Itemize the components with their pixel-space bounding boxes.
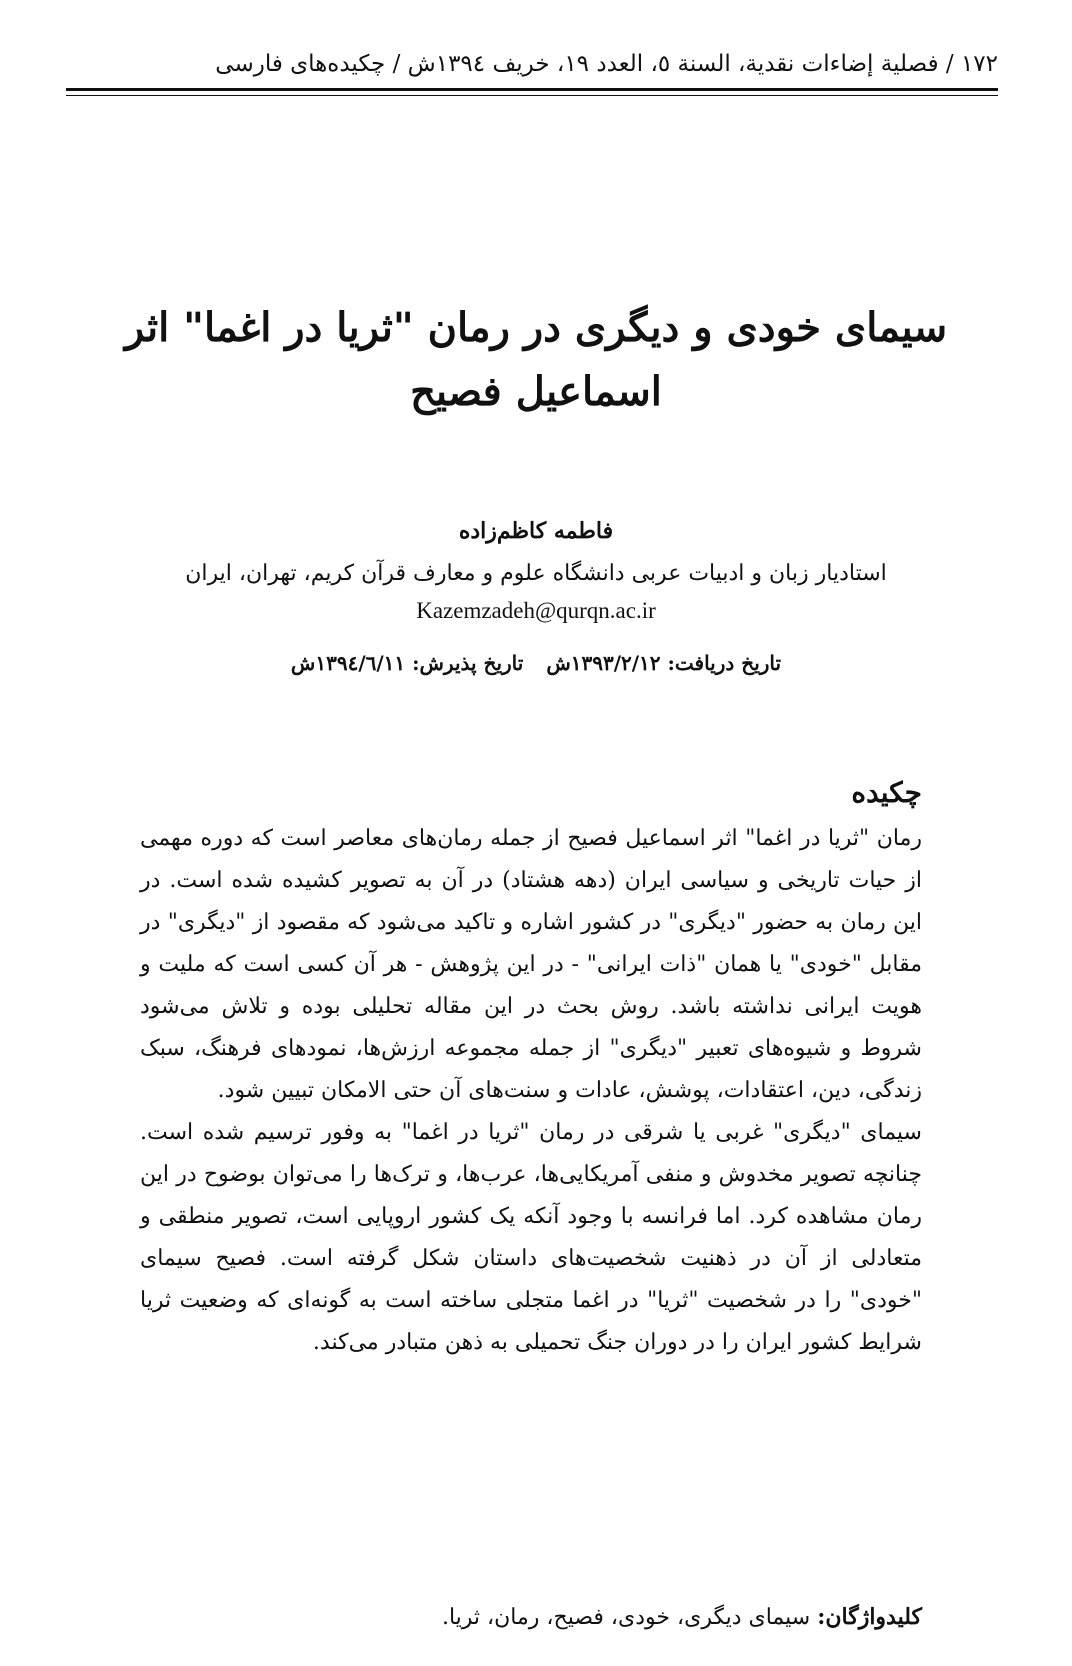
article-title: سیمای خودی و دیگری در رمان "ثریا در اغما" اثر اسماعیل فصیح: [124, 304, 948, 415]
header-rule-thin: [66, 95, 998, 96]
received-date: تاریخ دریافت: ١٣٩٣/٢/١٢ش: [546, 651, 782, 675]
running-header: ١٧٢ / فصلية إضاءات نقدية، السنة ٥، العدد ١٩، خريف ١٣٩٤ش / چكيده‌هاى فارسى: [215, 51, 998, 77]
keywords-list: سیمای دیگری، خودی، فصیح، رمان، ثریا.: [441, 1605, 811, 1630]
abstract-heading: چکیده: [851, 776, 922, 809]
keywords-label: کلیدواژگان:: [817, 1604, 922, 1630]
author-affiliation: استادیار زبان و ادبیات عربی دانشگاه علوم و معارف قرآن کریم، تهران، ایران: [185, 561, 887, 586]
article-dates: [100, 648, 972, 678]
keywords-line: [140, 1600, 922, 1635]
author-name: فاطمه کاظم‌زاده: [458, 518, 614, 544]
accepted-date: تاریخ پذیرش: ١٣٩٤/٦/١١ش: [290, 651, 524, 675]
abstract-paragraph-2: سیمای "دیگری" غربی یا شرقی در رمان "ثریا در اغما" به وفور ترسیم شده است. چنانچه تصویر مخدوش و منفی آمریکایی‌ها، عرب‌ها، و ترک‌ها را می‌توان بوضوح در این رمان مشاهده کرد. اما فرانسه با وجود آنکه یک کشور اروپایی است، تصویر منطقی و متعادلی از آن در ذهنیت شخصیت‌های داستان شکل گرفته است. فصیح سیمای "خودی" را در شخصیت "ثریا" در اغما متجلی ساخته است به گونه‌ای که وضعیت ثریا شرایط کشور ایران را در دوران جنگ تحمیلی به ذهن متبادر می‌کند.: [140, 1120, 922, 1355]
header-rule: [66, 88, 998, 91]
abstract-paragraph-1: رمان "ثریا در اغما" اثر اسماعیل فصیح از جمله رمان‌های معاصر است که دوره مهمی از حیات تاریخی و سیاسی ایران (دهه هشتاد) در آن به تصویر کشیده شده است. در این رمان به حضور "دیگری" در کشور اشاره و تاکید می‌شود که مقصود از "دیگری" در مقابل "خودی" یا همان "ذات ایرانی" - در این پژوهش - هر آن کسی است که ملیت و هویت ایرانی نداشته باشد. روش بحث در این مقاله تحلیلی بوده و تلاش می‌شود شروط و شیوه‌های تعبیر "دیگری" از جمله مجموعه ارزش‌ها، نمودهای فرهنگ، سبک زندگی، دین، اعتقادات، پوشش، عادات و سنت‌های آن حتی الامکان تبیین شود.: [140, 826, 922, 1103]
abstract-body: [140, 818, 922, 1364]
author-email[interactable]: Kazemzadeh@qurqn.ac.ir: [416, 598, 656, 623]
